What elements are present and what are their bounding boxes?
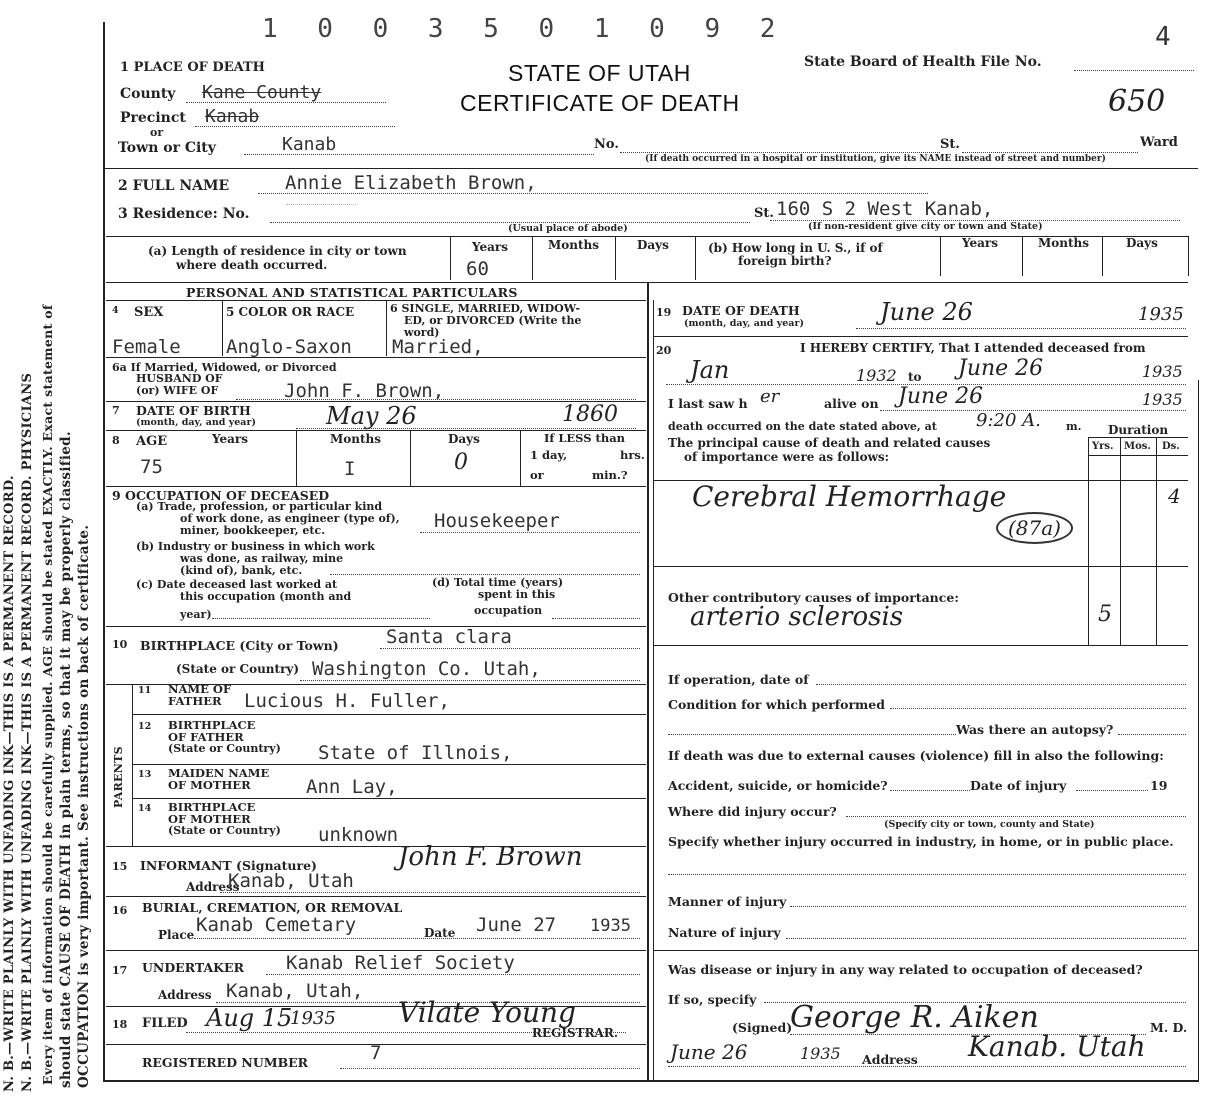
burial-year: 1935 bbox=[590, 916, 631, 936]
death-occurred-label: death occurred on the date stated above, at bbox=[668, 420, 937, 433]
frame-left bbox=[103, 22, 105, 1080]
regnum-value: 7 bbox=[370, 1042, 382, 1064]
duration-label: Duration bbox=[1108, 423, 1169, 437]
dob-label: DATE OF BIRTH bbox=[136, 403, 251, 418]
yrs-label: Yrs. bbox=[1092, 441, 1114, 452]
occ-d2: spent in this bbox=[478, 588, 556, 601]
burial-date: June 27 bbox=[476, 914, 557, 936]
age-label: AGE bbox=[136, 434, 168, 449]
age-months-label: Months bbox=[330, 432, 382, 446]
occ-c2: this occupation (month and bbox=[180, 590, 352, 603]
last-saw-label: I last saw h bbox=[668, 396, 748, 411]
injury-year-label: 19 bbox=[1150, 778, 1168, 793]
res-years-value: 60 bbox=[466, 258, 489, 280]
full-name-label: 2 FULL NAME bbox=[118, 178, 230, 194]
husband-label-c: (or) WIFE OF bbox=[136, 384, 219, 397]
min-label: min.? bbox=[592, 468, 628, 482]
where-injury-label: Where did injury occur? bbox=[668, 804, 837, 819]
informant-label: INFORMANT (Signature) bbox=[140, 858, 317, 873]
fbirth-value: State of Illnois, bbox=[318, 742, 513, 764]
attended-from: Jan bbox=[690, 356, 730, 384]
us-years-label: Years bbox=[962, 236, 999, 250]
burial-place-label: Place bbox=[158, 928, 195, 942]
age-years-value: 75 bbox=[140, 456, 163, 478]
occupation-heading: 9 OCCUPATION OF DECEASED bbox=[112, 488, 330, 503]
regnum-label: REGISTERED NUMBER bbox=[142, 1055, 309, 1070]
town-value: Kanab bbox=[282, 134, 337, 155]
parents-side-label: PARENTS bbox=[112, 746, 125, 808]
race-label: 5 COLOR OR RACE bbox=[226, 305, 355, 319]
occ-a1: (a) Trade, profession, or particular kind bbox=[136, 500, 383, 513]
occupation-question: Was disease or injury in any way related to occupation of deceased? bbox=[668, 962, 1143, 977]
other-cause-value: arterio sclerosis bbox=[690, 602, 904, 632]
husband-label-b: HUSBAND OF bbox=[136, 372, 223, 385]
place-heading: 1 PLACE OF DEATH bbox=[120, 60, 265, 75]
physician-signature: George R. Aiken bbox=[790, 1000, 1039, 1035]
where-note: (Specify city or town, county and State) bbox=[884, 819, 1095, 830]
corner-number: 4 bbox=[1155, 22, 1171, 52]
or-label: or bbox=[150, 126, 164, 139]
side-instructions-line5: OCCUPATION is very important. See instructions on back of certificate. bbox=[76, 524, 92, 1088]
undertaker-address-label: Address bbox=[158, 988, 212, 1002]
occ-c3: year) bbox=[180, 608, 212, 621]
marital-label-c: word) bbox=[404, 326, 440, 339]
mother-value: Ann Lay, bbox=[306, 776, 398, 798]
age-months-value: I bbox=[344, 458, 356, 480]
certify-text: I HEREBY CERTIFY, That I attended deceased from bbox=[800, 341, 1146, 355]
attended-to-year: 1935 bbox=[1142, 362, 1183, 381]
sign-year: 1935 bbox=[800, 1044, 841, 1063]
accident-label: Accident, suicide, or homicide? bbox=[668, 778, 888, 793]
side-instructions-line3: Every item of information should be carefully supplied. AGE should be stated EXACTLY. Exact statement of bbox=[40, 304, 55, 1085]
filed-label: FILED bbox=[142, 1016, 188, 1031]
marital-value: Married, bbox=[392, 336, 484, 358]
race-value: Anglo-Saxon bbox=[226, 336, 352, 358]
residence-number-redacted bbox=[286, 204, 356, 218]
us-label-b: foreign birth? bbox=[738, 254, 832, 268]
alive-label: alive on bbox=[824, 396, 879, 411]
occ-b2: was done, as railway, mine bbox=[180, 552, 344, 565]
residence-value: 160 S 2 West Kanab, bbox=[776, 198, 994, 220]
fbirth-label-b: OF FATHER bbox=[168, 730, 244, 744]
physician-address-label: Address bbox=[862, 1052, 918, 1067]
age-years-label: Years bbox=[212, 432, 249, 446]
occ-d1: (d) Total time (years) bbox=[432, 576, 564, 589]
residence-label: 3 Residence: No. bbox=[118, 206, 250, 222]
county-label: County bbox=[120, 86, 176, 102]
mbirth-label-b: OF MOTHER bbox=[168, 812, 251, 826]
other-cause-yrs: 5 bbox=[1098, 602, 1112, 627]
physician-address: Kanab. Utah bbox=[968, 1030, 1146, 1063]
burial-date-label: Date bbox=[424, 926, 456, 940]
filed-year: 1935 bbox=[290, 1008, 336, 1029]
or-min-label: or bbox=[530, 468, 544, 482]
length-label-b: where death occurred. bbox=[176, 258, 328, 272]
file-no-label: State Board of Health File No. bbox=[804, 54, 1042, 70]
res-months-label: Months bbox=[548, 238, 600, 252]
frame-bottom bbox=[103, 1080, 1199, 1082]
birthplace-label: BIRTHPLACE (City or Town) bbox=[140, 638, 339, 653]
side-instructions-line4: should state CAUSE OF DEATH in plain terms, so that it may be properly classified. bbox=[58, 431, 74, 1088]
dob-note: (month, day, and year) bbox=[136, 417, 256, 428]
center-divider bbox=[647, 282, 649, 1080]
informant-address: Kanab, Utah bbox=[228, 870, 354, 892]
father-label-a: NAME OF bbox=[168, 682, 232, 696]
informant-signature: John F. Brown bbox=[398, 842, 583, 872]
us-label-a: (b) How long in U. S., if of bbox=[708, 241, 883, 255]
burial-label: BURIAL, CREMATION, OR REMOVAL bbox=[142, 900, 403, 915]
usual-abode-note: (Usual place of abode) bbox=[508, 223, 628, 234]
title-certificate: CERTIFICATE OF DEATH bbox=[460, 90, 740, 116]
cause-of-death: Cerebral Hemorrhage bbox=[692, 480, 1007, 513]
father-label-b: FATHER bbox=[168, 694, 222, 708]
external-causes-label: If death was due to external causes (violence) fill in also the following: bbox=[668, 748, 1164, 763]
less-than-label: If LESS than bbox=[544, 431, 626, 445]
signed-label: (Signed) bbox=[732, 1020, 793, 1035]
mbirth-label-a: BIRTHPLACE bbox=[168, 800, 256, 814]
marital-label-a: 6 SINGLE, MARRIED, WIDOW- bbox=[390, 302, 581, 315]
mbirth-label-c: (State or Country) bbox=[168, 824, 281, 837]
alive-year: 1935 bbox=[1142, 390, 1183, 409]
nonresident-note: (If non-resident give city or town and State) bbox=[808, 221, 1043, 232]
mbirth-value: unknown bbox=[318, 824, 399, 846]
registrar-signature: Vilate Young bbox=[398, 996, 576, 1029]
dob-monthday: May 26 bbox=[326, 402, 417, 430]
mos-label: Mos. bbox=[1124, 441, 1151, 452]
st-label: St. bbox=[940, 137, 960, 152]
full-name-value: Annie Elizabeth Brown, bbox=[285, 172, 537, 194]
registrar-label: REGISTRAR. bbox=[532, 1026, 619, 1040]
precinct-label: Precinct bbox=[120, 110, 186, 126]
hospital-note: (If death occurred in a hospital or institution, give its NAME instead of street and number) bbox=[645, 154, 1106, 164]
sign-date: June 26 bbox=[670, 1040, 748, 1064]
fbirth-label-c: (State or Country) bbox=[168, 742, 281, 755]
informant-address-label: Address bbox=[186, 880, 240, 894]
res-days-label: Days bbox=[637, 238, 669, 252]
mother-label-b: OF MOTHER bbox=[168, 778, 251, 792]
undertaker-label: UNDERTAKER bbox=[142, 960, 244, 975]
age-days-value: 0 bbox=[454, 450, 468, 475]
occ-b3: (kind of), bank, etc. bbox=[180, 564, 303, 577]
us-months-label: Months bbox=[1038, 236, 1090, 250]
md-label: M. D. bbox=[1150, 1020, 1188, 1035]
filed-date: Aug 15 bbox=[206, 1004, 293, 1032]
to-label: to bbox=[908, 370, 922, 384]
mother-label-a: MAIDEN NAME bbox=[168, 766, 270, 780]
birthplace-city: Santa clara bbox=[386, 626, 512, 648]
personal-heading: PERSONAL AND STATISTICAL PARTICULARS bbox=[186, 285, 518, 300]
town-label: Town or City bbox=[118, 140, 216, 156]
dod-note: (month, day, and year) bbox=[684, 318, 804, 329]
alive-on-value: June 26 bbox=[898, 384, 984, 409]
one-day-label: 1 day, bbox=[530, 448, 568, 462]
cause-intro-b: of importance were as follows: bbox=[684, 450, 890, 464]
cause-days: 4 bbox=[1168, 484, 1181, 508]
file-no-value: 650 bbox=[1108, 84, 1166, 119]
burial-place: Kanab Cemetary bbox=[196, 914, 357, 936]
specify-label: Specify whether injury occurred in industry, in home, or in public place. bbox=[668, 834, 1174, 849]
side-instructions-line1: N. B.—WRITE PLAINLY WITH UNFADING INK—THIS IS A PERMANENT RECORD. bbox=[2, 475, 17, 1092]
ds-label: Ds. bbox=[1162, 441, 1180, 452]
attended-from-year: 1932 bbox=[856, 366, 897, 385]
county-value: Kane County bbox=[202, 82, 322, 103]
ward-label: Ward bbox=[1140, 135, 1178, 150]
time-of-death: 9:20 A. bbox=[976, 410, 1041, 431]
fbirth-label-a: BIRTHPLACE bbox=[168, 718, 256, 732]
certificate-number: 1 0 0 3 5 0 1 0 9 2 bbox=[262, 14, 788, 44]
manner-label: Manner of injury bbox=[668, 894, 787, 909]
precinct-value: Kanab bbox=[205, 106, 260, 127]
autopsy-label: Was there an autopsy? bbox=[956, 722, 1114, 737]
no-label: No. bbox=[594, 137, 619, 152]
res-years-label: Years bbox=[472, 240, 509, 254]
occ-a2: of work done, as engineer (type of), bbox=[180, 512, 400, 525]
cause-code: (87a) bbox=[996, 512, 1073, 544]
birthplace-state: Washington Co. Utah, bbox=[312, 658, 541, 680]
sex-value: Female bbox=[112, 336, 181, 358]
sex-label: SEX bbox=[134, 305, 164, 320]
if-so-label: If so, specify bbox=[668, 992, 757, 1007]
age-days-label: Days bbox=[448, 432, 480, 446]
occ-c1: (c) Date deceased last worked at bbox=[136, 578, 338, 591]
dob-year: 1860 bbox=[562, 402, 618, 427]
m-label: m. bbox=[1066, 420, 1082, 433]
injury-date-label: Date of injury bbox=[970, 778, 1067, 793]
side-instructions-line2: N. B.—WRITE PLAINLY WITH UNFADING INK—THIS IS A PERMANENT RECORD. PHYSICIANS bbox=[20, 372, 35, 1092]
residence-st-label: St. bbox=[754, 206, 774, 221]
marital-label-b: ED, or DIVORCED (Write the bbox=[404, 314, 582, 327]
condition-label: Condition for which performed bbox=[668, 697, 885, 712]
other-causes-label: Other contributory causes of importance: bbox=[668, 590, 959, 605]
last-saw-suffix: er bbox=[760, 386, 780, 407]
attended-to: June 26 bbox=[958, 356, 1044, 381]
dod-value: June 26 bbox=[880, 298, 973, 326]
cause-intro-a: The principal cause of death and related causes bbox=[668, 436, 991, 450]
husband-value: John F. Brown, bbox=[284, 380, 445, 402]
length-label-a: (a) Length of residence in city or town bbox=[148, 244, 407, 258]
dod-year: 1935 bbox=[1138, 304, 1184, 325]
undertaker-name: Kanab Relief Society bbox=[286, 952, 515, 974]
us-days-label: Days bbox=[1126, 236, 1158, 250]
nature-label: Nature of injury bbox=[668, 925, 781, 940]
hrs-label: hrs. bbox=[620, 448, 645, 462]
father-value: Lucious H. Fuller, bbox=[244, 690, 450, 712]
occ-a3: miner, bookkeeper, etc. bbox=[180, 524, 326, 537]
birthplace-state-label: (State or Country) bbox=[176, 662, 300, 676]
title-state: STATE OF UTAH bbox=[508, 60, 691, 86]
dod-label: DATE OF DEATH bbox=[682, 303, 800, 318]
occ-d3: occupation bbox=[474, 604, 543, 617]
occ-b1: (b) Industry or business in which work bbox=[136, 540, 375, 553]
occupation-value: Housekeeper bbox=[434, 510, 560, 532]
frame-right bbox=[1198, 380, 1199, 1080]
undertaker-address: Kanab, Utah, bbox=[226, 980, 364, 1002]
husband-label-a: 6a If Married, Widowed, or Divorced bbox=[112, 361, 337, 374]
operation-label: If operation, date of bbox=[668, 672, 809, 687]
